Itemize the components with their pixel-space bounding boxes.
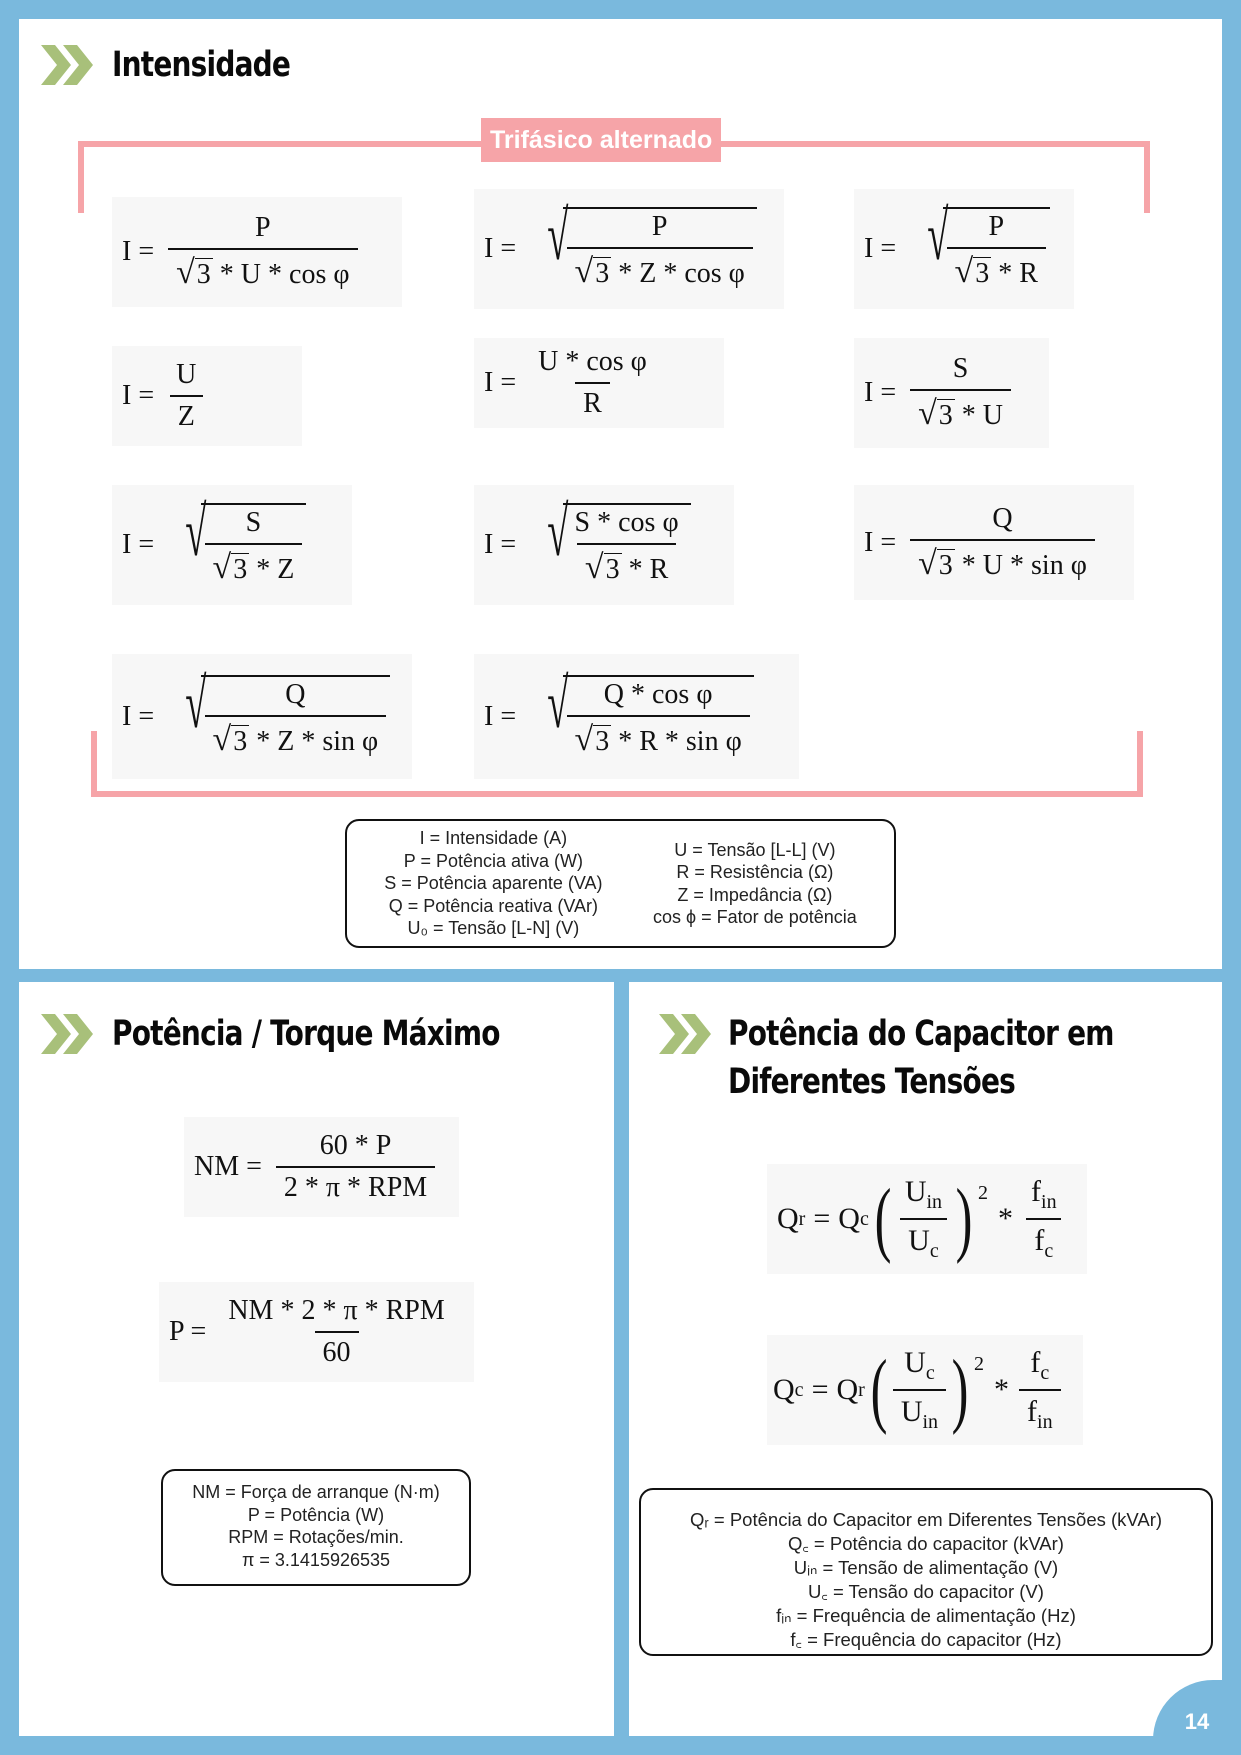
capacitor-panel — [629, 982, 1222, 1736]
formula-i-sqrt-scos-r: I = √ S * cos φ √ 3 * R — [474, 485, 734, 605]
section-title-capacitor: Potência do Capacitor em Diferentes Tensões — [728, 1014, 1114, 1102]
legend-col-right: U = Tensão [L-L] (V) R = Resistência (Ω) Z = Impedância (Ω) cos ϕ = Fator de potência — [653, 839, 857, 927]
formula-p: P = $\frac{\text{NM * 2 * π * RPM}}{60}$ — [159, 1282, 474, 1382]
formula-i-sqrt-p-z-cos: I = √ P √ 3 * Z * cos φ — [474, 189, 784, 309]
page-number: 14 — [1153, 1680, 1241, 1755]
formula-i-sqrt-q-z-sin: I = √ Q √ 3 * Z * sin φ — [112, 654, 412, 779]
formula-i-u-z: I = $\frac{U}{Z}$ — [112, 346, 302, 446]
formula-i-sqrt-qcos-r-sin: I = √ Q * cos φ √ 3 * R * sin φ — [474, 654, 799, 779]
formula-qc: Q c = Q r ( $\frac{U_c}{U_{in}}$ ) $^2$ * $\frac{f_c}{f_{in}}$ — [767, 1335, 1083, 1445]
double-chevron-icon — [41, 45, 97, 85]
formula-qr: Q r = Q c ( $\frac{U_{in}}{U_c}$ ) $^2$ * $\frac{f_{in}}{f_c}$ — [767, 1164, 1087, 1274]
formula-i-s-u: I = S √ 3 * U — [854, 338, 1049, 448]
capacitor-legend: Qᵣ = Potência do Capacitor em Diferentes Tensões (kVAr) Q꜀ = Potência do capacitor (kVAr) Uᵢₙ = Tensão de alimentação (V) U꜀ = Tensão do capacitor (V) fᵢₙ = Frequência de alimentação (Hz) f꜀ = Frequência do capacitor (Hz) — [639, 1488, 1213, 1656]
formula-i-p-u-cos: I = P √ 3 * U * cos φ — [112, 197, 402, 307]
legend-col-left: I = Intensidade (A) P = Potência ativa (W) S = Potência aparente (VA) Q = Potência reativa (VAr) U₀ = Tensão [L-N] (V) — [384, 828, 603, 939]
formula-nm: NM = $\frac{60 * P}{\text{2 * π * RPM}}$ — [184, 1117, 459, 1217]
torque-legend: NM = Força de arranque (N·m) P = Potência (W) RPM = Rotações/min. π = 3.1415926535 — [161, 1469, 471, 1586]
section-title-intensidade: Intensidade — [112, 45, 291, 85]
torque-panel — [19, 982, 614, 1736]
section-title-torque: Potência / Torque Máximo — [112, 1014, 500, 1054]
double-chevron-icon — [41, 1014, 97, 1054]
intensidade-panel — [19, 19, 1222, 969]
formula-i-sqrt-p-r: I = √ P √ 3 * R — [854, 189, 1074, 309]
formula-i-sqrt-s-z: I = √ S √ 3 * Z — [112, 485, 352, 605]
double-chevron-icon — [659, 1014, 715, 1054]
tag-trifasico: Trifásico alternado — [481, 118, 721, 162]
intensidade-legend — [345, 819, 896, 948]
formula-i-q-u-sin: I = Q √ 3 * U * sin φ — [854, 485, 1134, 600]
formula-i-ucos-r: I = $\frac{\text{U * cos φ}}{R}$ — [474, 338, 724, 428]
